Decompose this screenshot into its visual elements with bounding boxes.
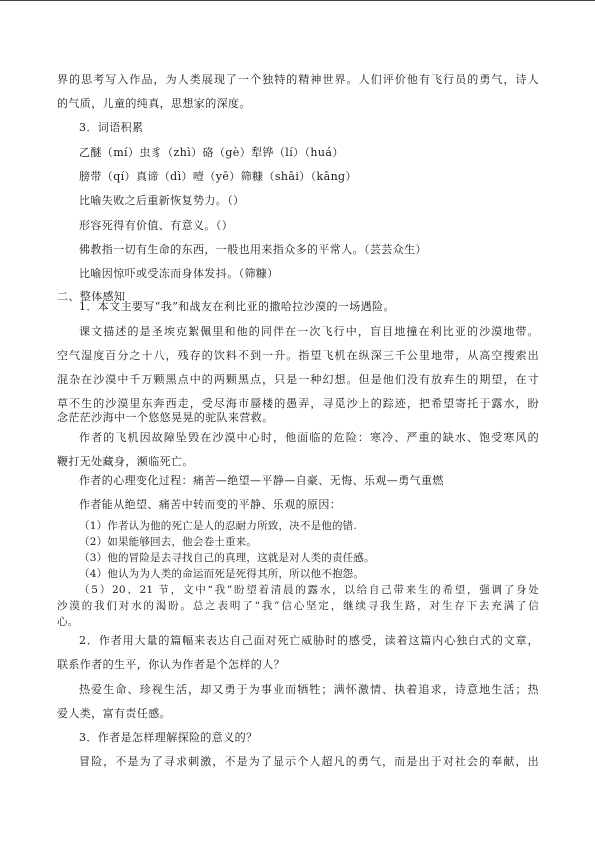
paragraph-line: 界的思考写入作品，为人类展现了一个独特的精神世界。人们评价他有飞行员的勇气，诗人 <box>57 73 539 86</box>
vocab-line: 佛教指一切有生命的东西，一般也用来指众多的平常人。（芸芸众生） <box>79 243 427 256</box>
vocab-line: 比喻因惊吓或受冻而身体发抖。（筛糠） <box>79 267 279 280</box>
paragraph-line: 草不生的沙漠里东奔西走，受尽海市蜃楼的愚弄，寻觅沙上的踪迹，把希望寄托于露水，盼 <box>57 397 539 410</box>
list-item: （4）他认为为人类的命运而死是死得其所，所以他不抱怨。 <box>79 568 365 580</box>
list-item: （3）他的冒险是去寻找自己的真理，这就是对人类的责任感。 <box>79 552 375 564</box>
paragraph-line: 爱人类，富有责任感。 <box>57 707 171 720</box>
vocab-line: 膀带（qí）真谛（dì）噎（yē）筛糠（shāi）（kāng） <box>79 170 357 183</box>
section-heading: 3．作者是怎样理解探险的意义的？ <box>79 731 258 744</box>
paragraph-line: 混杂在沙漠中千万颗黑点中的两颗黑点，只是一种幻想。但是他们没有放弃生的期望，在寸 <box>57 373 539 386</box>
paragraph-line: 联系作者的生平，你认为作者是个怎样的人？ <box>57 658 285 671</box>
paragraph-line: 2．作者用大量的篇幅来表达自己面对死亡威胁时的感受，读着这篇内心独白式的文章， <box>79 634 539 647</box>
paragraph-line: 作者的心理变化过程：痛苦—绝望—平静—自豪、无悔、乐观—勇气重燃 <box>79 474 444 487</box>
paragraph-line: 的气质，儿童的纯真，思想家的深度。 <box>57 97 251 110</box>
section-heading: 3．词语积累 <box>79 121 144 134</box>
list-item: （2）如果能够回去，他会卷土重来。 <box>79 536 258 548</box>
paragraph-line: 1．本文主要写“我”和战友在利比亚的撒哈拉沙漠的一场遇险。 <box>79 300 395 313</box>
paragraph-line: 鞭打无处藏身，濒临死亡。 <box>57 455 194 468</box>
list-item: 沙漠的我们对水的渴盼。总之表明了“我”信心坚定，继续寻我生路，对生存下去充满了信 <box>57 600 539 612</box>
vocab-line: 比喻失败之后重新恢复势力。（） <box>79 194 245 207</box>
paragraph-line: 课文描述的是圣埃克絮佩里和他的同伴在一次飞行中，盲目地撞在利比亚的沙漠地带。 <box>79 325 539 338</box>
list-item: 心。 <box>57 616 79 628</box>
vocab-line: 乙醚（mí）虫豸（zhì）硌（gè）犁铧（lí）（huá） <box>79 146 344 159</box>
page-top-border <box>0 0 595 1</box>
paragraph-line: 作者的飞机因故障坠毁在沙漠中心时，他面临的危险：寒冷、严重的缺水、饱受寒风的 <box>79 431 539 444</box>
section-heading: 二、整体感知 <box>57 290 126 303</box>
vocab-line: 形容死得有价值、有意义。（） <box>79 219 234 232</box>
paragraph-line: 念茫茫沙海中一个悠悠晃晃的驼队来营救。 <box>57 411 274 424</box>
list-item: （5）20、21 节，文中“我”盼望着清晨的露水，以给自己带来生的希望，强调了身处 <box>79 584 539 596</box>
paragraph-line: 热爱生命、珍视生活，却又勇于为事业而牺牲；满怀激情、执着追求，诗意地生活；热 <box>79 683 539 696</box>
paragraph-line: 空气湿度百分之十八，残存的饮料不到一升。指望飞机在纵深三千公里地带，从高空搜索出 <box>57 349 539 362</box>
list-item: （1）作者认为他的死亡是人的忍耐力所致，决不是他的错. <box>79 520 357 532</box>
paragraph-line: 作者能从绝望、痛苦中转而变的平静、乐观的原因： <box>79 498 342 511</box>
paragraph-line: 冒险，不是为了寻求刺激，不是为了显示个人超凡的勇气，而是出于对社会的奉献，出 <box>79 755 539 768</box>
